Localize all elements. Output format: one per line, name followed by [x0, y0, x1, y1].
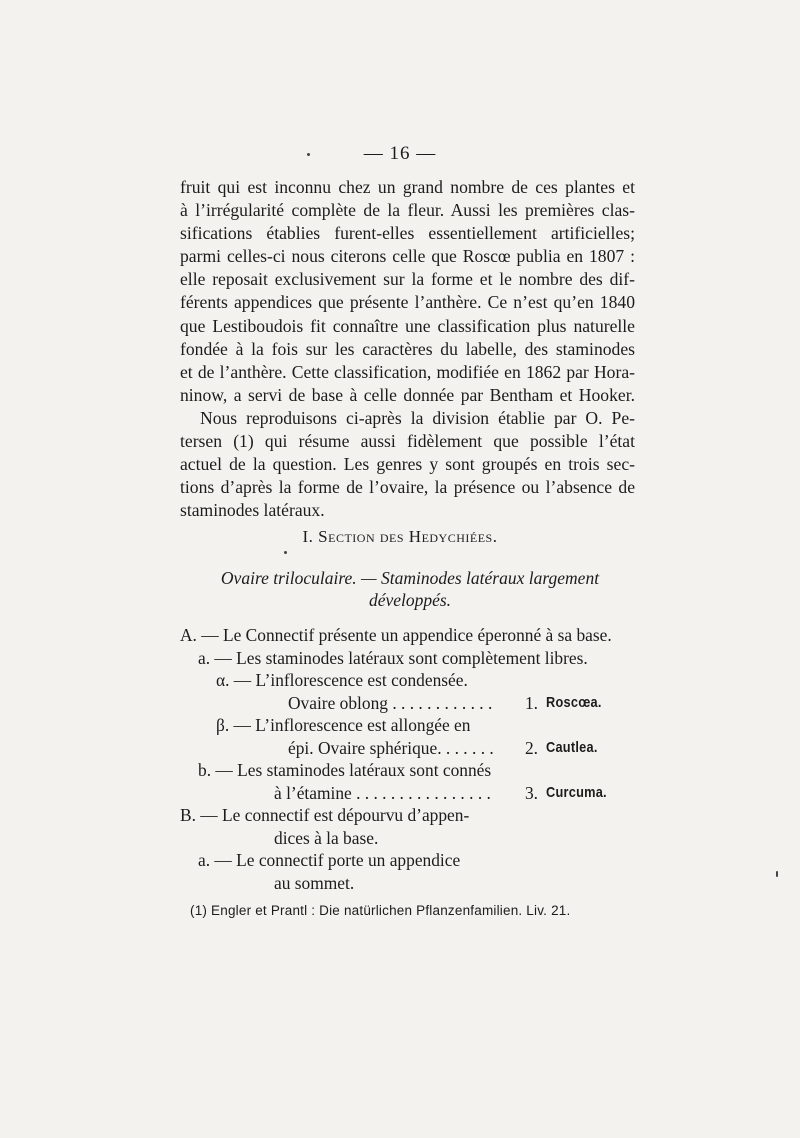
- section-numeral: I.: [302, 527, 314, 546]
- key-entry: B. — Le connectif est dépourvu d’appen-: [180, 805, 470, 825]
- text-line: fruit qui est inconnu chez un grand nombre de ces plantes et: [180, 177, 635, 197]
- key-entry: dices à la base.: [274, 827, 379, 848]
- text-line: à l’irrégularité complète de la fleur. Aussi les premières clas-: [180, 200, 635, 221]
- text-line: tersen (1) qui résume aussi fidèlement que possible l’état: [180, 431, 635, 452]
- text-line: ninow, a servi de base à celle donnée par Bentham et Hooker.: [180, 384, 635, 405]
- section-heading: [0, 527, 800, 547]
- page-number: — 16 —: [363, 143, 437, 164]
- subtitle-line: développés.: [368, 590, 452, 610]
- genus-key: [180, 624, 640, 894]
- key-row: [180, 782, 640, 805]
- key-row: [180, 714, 640, 737]
- key-row: [180, 624, 640, 647]
- text-line: elle reposait exclusivement sur la forme et le nombre des dif-: [180, 269, 635, 290]
- subtitle-line: Ovaire triloculaire. — Staminodes latéraux largement: [220, 568, 600, 588]
- key-entry: épi. Ovaire sphérique. . . . . . .: [288, 737, 494, 758]
- text-line: tions d’après la forme de l’ovaire, la présence ou l’absence de: [180, 477, 635, 498]
- text-line: actuel de la question. Les genres y sont groupés en trois sec-: [180, 454, 635, 475]
- text-line: que Lestiboudois fit connaître une classification plus naturelle: [180, 315, 635, 336]
- text-line: staminodes latéraux.: [180, 500, 325, 521]
- text-line: sifications établies furent-elles essentiellement artificielles;: [180, 223, 635, 244]
- genus-name: Curcuma.: [546, 783, 607, 801]
- key-row: [180, 647, 640, 670]
- genus-name: Roscœa.: [546, 693, 602, 711]
- footnote: (1) Engler et Prantl : Die natürlichen Pflanzenfamilien. Liv. 21.: [190, 903, 571, 918]
- key-entry: α. — L’inflorescence est condensée.: [216, 670, 468, 690]
- ink-speck: [776, 871, 778, 877]
- genus-number: 2.: [524, 737, 538, 758]
- body-text: [180, 176, 635, 522]
- key-entry: A. — Le Connectif présente un appendice éperonné à sa base.: [180, 625, 612, 645]
- key-row: [180, 737, 640, 760]
- key-row: [180, 872, 640, 895]
- key-entry: Ovaire oblong . . . . . . . . . . . .: [288, 692, 493, 713]
- key-entry: à l’étamine . . . . . . . . . . . . . . . .: [274, 782, 491, 803]
- key-entry: b. — Les staminodes latéraux sont connés: [198, 760, 492, 780]
- text-line: parmi celles-ci nous citerons celle que Roscœ publia en 1807 :: [180, 246, 635, 267]
- key-row: [180, 849, 640, 872]
- genus-name: Cautlea.: [546, 738, 598, 756]
- key-row: [180, 759, 640, 782]
- ink-speck: [284, 551, 287, 554]
- text-line: Nous reproduisons ci-après la division établie par O. Pe-: [200, 407, 635, 428]
- text-line: fondée à la fois sur les caractères du labelle, des staminodes: [180, 338, 635, 359]
- text-line: férents appendices que présente l’anthère. Ce n’est qu’en 1840: [180, 292, 635, 313]
- key-row: [180, 827, 640, 850]
- ink-speck: [307, 153, 310, 156]
- key-entry: a. — Le connectif porte un appendice: [198, 850, 461, 870]
- key-entry: au sommet.: [274, 872, 355, 893]
- key-entry: a. — Les staminodes latéraux sont complètement libres.: [198, 647, 588, 668]
- key-entry: β. — L’inflorescence est allongée en: [216, 715, 471, 735]
- section-title: Section des Hedychiées.: [318, 527, 498, 546]
- genus-number: 1.: [524, 692, 538, 713]
- genus-number: 3.: [524, 782, 538, 803]
- key-row: [180, 669, 640, 692]
- key-row: [180, 804, 640, 827]
- section-subtitle: [180, 567, 640, 611]
- key-row: [180, 692, 640, 715]
- text-line: et de l’anthère. Cette classification, modifiée en 1862 par Hora-: [180, 361, 635, 382]
